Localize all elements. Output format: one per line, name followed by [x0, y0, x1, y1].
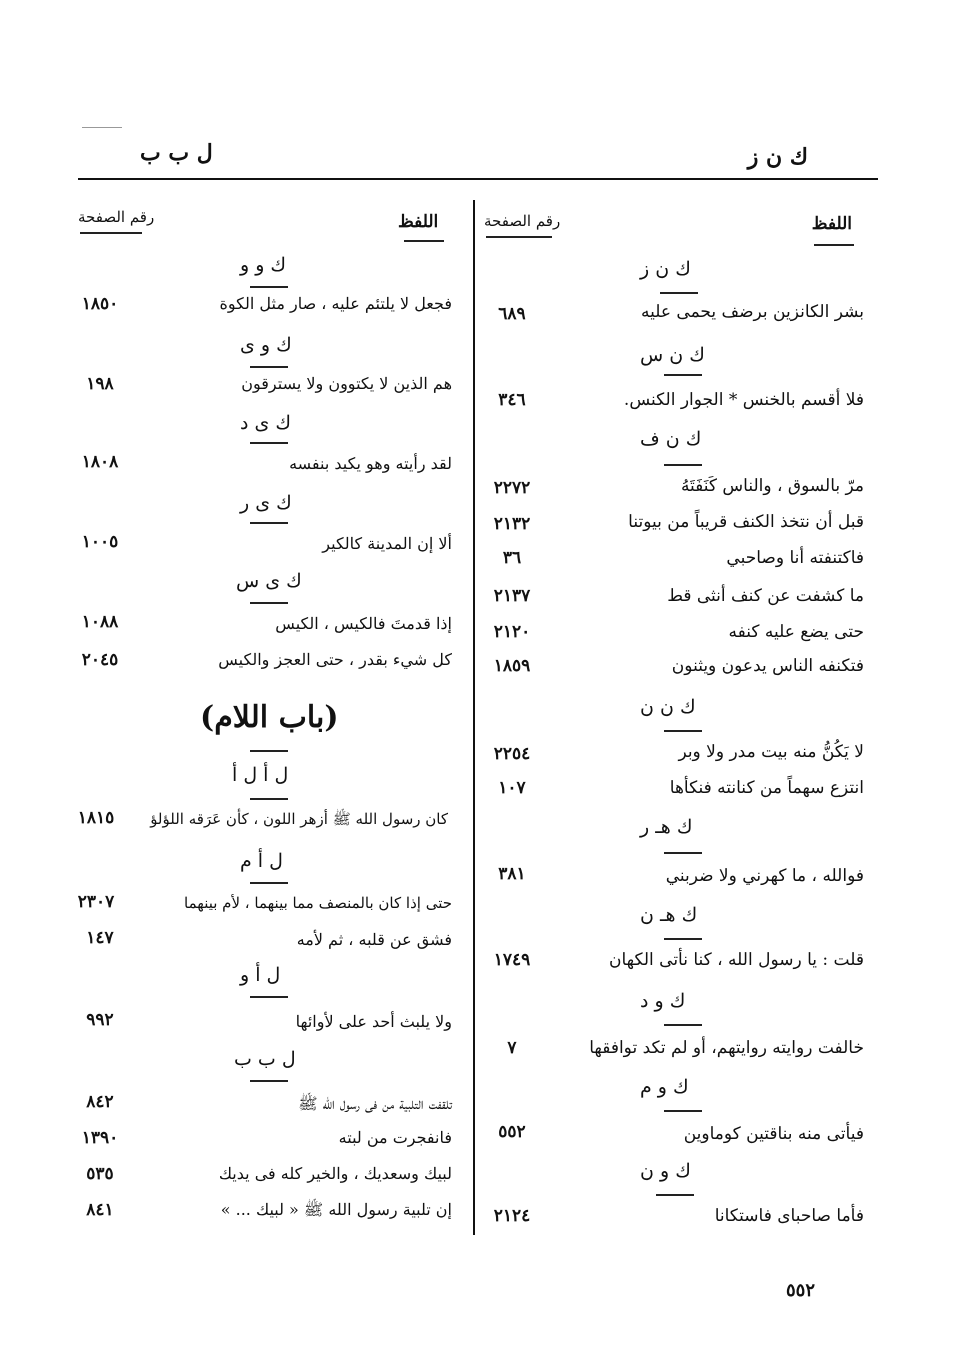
page-number-ref: ٨٤٢ [86, 1092, 114, 1112]
page-number-ref: ٢٢٧٢ [493, 478, 531, 498]
right-word-header-rule [814, 244, 854, 246]
index-entry: فلا أقسم بالخنس * الجوار الكنس. [623, 390, 864, 410]
index-entry: فاكتنفته أنا وصاحبي [726, 548, 864, 568]
root-heading: ك ن ف [640, 428, 702, 450]
page-number-ref: ٢١٢٤ [493, 1206, 531, 1226]
root-underline [664, 1110, 702, 1112]
root-heading: ك ى س [236, 570, 302, 592]
index-entry: كل شيء بقدر ، حتى العجز والكيس [218, 650, 452, 669]
left-page-header: رقم الصفحة [78, 208, 155, 226]
root-underline [250, 366, 288, 368]
root-heading: ل أ ل أ [232, 764, 289, 786]
right-word-header: اللفظ [811, 214, 852, 234]
page-number-ref: ٣٤٦ [498, 390, 526, 410]
index-entry: فوالله ، ما كهرني ولا ضربني [665, 866, 864, 886]
index-entry: مرّ بالسوق ، والناس كَنَفَتَهُ [680, 476, 864, 496]
index-entry: حتى يضع عليه كنفه [728, 622, 864, 642]
page-number-ref: ١٩٨ [86, 374, 114, 394]
root-underline [664, 730, 702, 732]
root-heading: ك و ن [640, 1160, 691, 1182]
page-number-ref: ٩٩٢ [86, 1010, 114, 1030]
index-entry: هم الذين لا يكتوون ولا يسترقون [241, 374, 452, 393]
page-number-ref: ٢٣٠٧ [77, 892, 115, 912]
root-heading: ك ى د [240, 412, 292, 434]
page-number-ref: ٧ [507, 1038, 517, 1058]
page-number-ref: ٣٦ [502, 548, 522, 568]
root-heading: ك ن س [640, 344, 705, 366]
root-underline [664, 374, 702, 376]
page-number-ref: ١٨٥٠ [81, 294, 119, 314]
root-underline [250, 522, 288, 524]
index-entry: ولا يلبث أحد على لأوائها [295, 1012, 452, 1031]
index-entry: خالفت روايته روايتهم، أو لم تكد توافقها [589, 1038, 864, 1058]
page-number-ref: ٢١٣٧ [493, 586, 531, 606]
root-underline [250, 602, 288, 604]
page-number-ref: ٨٤١ [86, 1200, 114, 1220]
root-underline [250, 996, 288, 998]
right-page-header-rule [486, 236, 552, 238]
root-underline [250, 442, 288, 444]
left-word-header-rule [404, 240, 444, 242]
running-header-right: ك ن ز [747, 144, 808, 170]
page-number-ref: ١٣٩٠ [81, 1128, 119, 1148]
header-rule [78, 178, 878, 180]
root-heading: ك هـ ر [640, 816, 693, 838]
page-number-ref: ١٧٤٩ [493, 950, 531, 970]
index-entry: حتى إذا كان بالمنصف مما بينهما ، لأم بينهما [184, 894, 452, 912]
root-underline [660, 292, 698, 294]
root-heading: ك و د [640, 990, 686, 1012]
left-page-header-rule [80, 232, 142, 234]
root-underline [250, 286, 288, 288]
page-number-ref: ١٨٠٨ [81, 452, 119, 472]
root-underline [664, 852, 702, 854]
page-number-ref: ٢١٣٢ [493, 514, 531, 534]
left-word-header: اللفظ [398, 212, 439, 232]
page-number-ref: ٢٢٥٤ [493, 744, 531, 764]
page-number-ref: ١٤٧ [86, 928, 114, 948]
root-heading: ك ن ن [640, 696, 696, 718]
root-heading: ل أ م [240, 850, 283, 872]
root-underline [250, 1080, 288, 1082]
index-entry: بشر الكانزين برضف يحمى عليه [640, 302, 864, 322]
page-number-ref: ١٨٥٩ [493, 656, 531, 676]
index-entry: انتزع سهماً من كنانته فنكأها [669, 778, 864, 798]
root-underline [656, 1194, 694, 1196]
index-entry: لبيك وسعديك ، والخير كله فى يديك [218, 1164, 452, 1183]
index-entry: قبل أن نتخذ الكنف قريباً من بيوتنا [628, 512, 864, 532]
page-number-ref: ١٠٨٨ [81, 612, 119, 632]
index-entry: لقد رأيته وهو يكيد بنفسه [289, 454, 452, 473]
index-entry: فجعل لا يلتئم عليه ، صار مثل الكوة [219, 294, 452, 313]
page-number-ref: ٦٨٩ [498, 304, 526, 324]
chapter-heading: (باب اللام) [200, 700, 339, 735]
page-number-ref: ١٨١٥ [77, 808, 115, 828]
chapter-underline [250, 750, 288, 752]
root-heading: ك هـ ن [640, 904, 698, 926]
running-header-left: ل ب ب [140, 140, 213, 166]
index-entry: ألا إن المدينة كالكير [322, 534, 452, 553]
root-underline [664, 938, 702, 940]
root-heading: ك ى ر [240, 492, 292, 514]
index-entry: فأما صاحباى فاستكانا [714, 1206, 864, 1226]
root-heading: ك و ى [240, 334, 292, 356]
index-entry: لا يَكُنُّ منه بيت مدر ولا وبر [678, 742, 864, 762]
root-underline [664, 1024, 702, 1026]
root-heading: ل أ و [240, 964, 281, 986]
page-number-ref: ٢١٢٠ [493, 622, 531, 642]
index-entry: ما كشفت عن كنف أنثى قط [667, 586, 864, 606]
page-number-ref: ١٠٠٥ [81, 532, 119, 552]
root-heading: ل ب ب [234, 1048, 296, 1070]
root-underline [250, 798, 288, 800]
index-entry: إذا قدمتَ فالكيس ، الكيس [275, 614, 452, 633]
root-underline [250, 882, 288, 884]
page-number-ref: ٥٥٢ [498, 1122, 526, 1142]
header-rule-faint [82, 127, 122, 128]
right-page-header: رقم الصفحة [484, 212, 561, 230]
page-number-ref: ٣٨١ [498, 864, 526, 884]
index-entry: فتكنفه الناس يدعون ويثنون [671, 656, 864, 676]
page-number-ref: ٢٠٤٥ [81, 650, 119, 670]
index-entry: فانفجرت من لبته [338, 1128, 452, 1147]
root-heading: ك و و [240, 254, 287, 276]
index-entry: قلت : يا رسول الله ، كنا نأتى الكهان [608, 950, 864, 970]
page-number-ref: ٥٣٥ [86, 1164, 114, 1184]
index-entry: إن تلبية رسول الله ﷺ « لبيك ... » [220, 1200, 452, 1219]
index-entry: فشق عن قلبه ، ثم لأمه [296, 930, 452, 949]
page-number-ref: ١٠٧ [498, 778, 526, 798]
index-entry: تلقفت التلبية من فى رسول الله ﷺ [298, 1094, 452, 1113]
root-heading: ك ن ز [640, 258, 691, 280]
column-divider [473, 200, 475, 1235]
root-underline [664, 464, 702, 466]
page-number: ٥٥٢ [786, 1280, 816, 1301]
index-entry: فيأتى منه بناقتين كوماوين [683, 1124, 864, 1144]
index-entry: كان رسول الله ﷺ أزهر اللون ، كأن عَرَقه اللؤلؤ [150, 810, 448, 828]
root-heading: ك و م [640, 1076, 689, 1098]
